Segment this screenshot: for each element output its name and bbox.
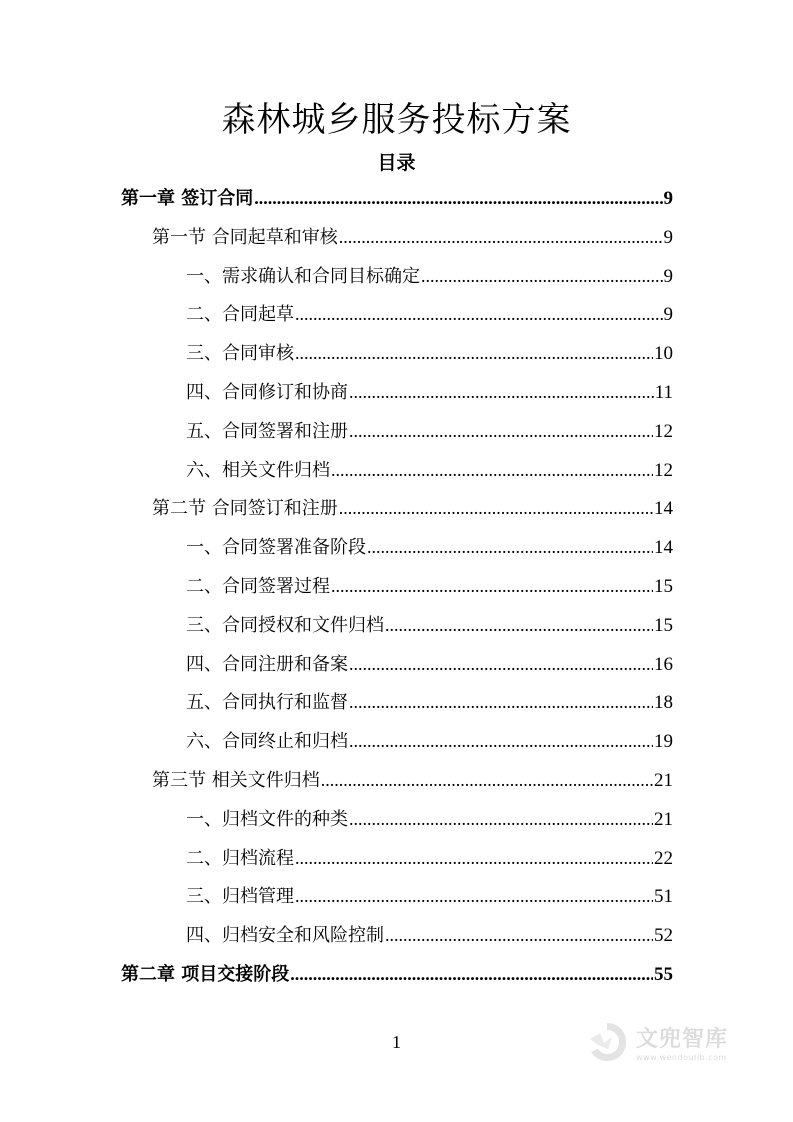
toc-entry[interactable]	[152, 494, 673, 518]
toc-entry[interactable]	[186, 921, 673, 945]
toc-entry-page: 18	[654, 692, 673, 714]
toc-entry-label: 一、需求确认和合同目标确定	[186, 265, 420, 287]
toc-entry-label: 一、合同签署准备阶段	[186, 537, 366, 559]
toc-entry-label: 六、合同终止和归档	[186, 731, 348, 753]
toc-entry-page: 15	[654, 614, 673, 636]
toc-leader-dots	[421, 266, 663, 287]
toc-leader-dots	[349, 692, 653, 713]
toc-entry-page: 15	[654, 576, 673, 597]
toc-entry[interactable]	[186, 727, 673, 751]
toc-leader-dots	[349, 809, 653, 830]
wendou-logo-icon	[584, 1019, 630, 1065]
toc-entry-label: 三、归档管理	[186, 886, 294, 908]
toc-entry-label: 二、归档流程	[186, 847, 294, 869]
toc-entry-label: 五、合同签署和注册	[186, 420, 348, 442]
toc-leader-dots	[349, 382, 654, 403]
toc-leader-dots	[295, 886, 653, 907]
toc-entry-label: 五、合同执行和监督	[186, 692, 348, 714]
toc-entry[interactable]	[186, 533, 673, 557]
toc-heading: 目录	[377, 152, 416, 174]
toc-leader-dots	[290, 964, 653, 985]
toc-entry-page: 21	[654, 808, 673, 830]
toc-entry[interactable]	[186, 805, 673, 829]
toc-entry[interactable]	[186, 417, 673, 441]
toc-entry-page: 16	[654, 653, 673, 675]
toc-entry-label: 三、合同审核	[186, 343, 294, 365]
toc-leader-dots	[295, 304, 663, 325]
toc-entry-label: 二、合同签署过程	[186, 576, 330, 597]
toc-entry[interactable]	[186, 572, 673, 596]
toc-leader-dots	[331, 576, 653, 597]
toc-entry-page: 21	[654, 770, 673, 791]
toc-entry-page: 51	[654, 886, 673, 908]
toc-entry[interactable]	[121, 960, 673, 984]
toc-entry-page: 12	[654, 459, 673, 481]
toc-entry-label: 二、合同起草	[186, 304, 294, 326]
toc-leader-dots	[349, 421, 653, 442]
toc-entry[interactable]	[186, 611, 673, 635]
toc-entry-label: 三、合同授权和文件归档	[186, 614, 384, 636]
toc-leader-dots	[385, 615, 653, 636]
toc-entry-page: 19	[654, 731, 673, 753]
toc-entry-page: 9	[663, 188, 673, 209]
toc-leader-dots	[349, 731, 653, 752]
watermark-url: www.wendoulib.com	[636, 1053, 727, 1062]
toc-entry-page: 10	[654, 343, 673, 365]
toc-leader-dots	[339, 227, 663, 248]
toc-entry-page: 14	[654, 537, 673, 559]
toc-leader-dots	[321, 770, 653, 791]
toc-entry-label: 六、相关文件归档	[186, 459, 330, 481]
toc-entry-page: 55	[654, 964, 673, 985]
toc-entry-page: 12	[654, 420, 673, 442]
toc-entry-label: 第二节 合同签订和注册	[152, 498, 338, 520]
toc-entry-label: 一、归档文件的种类	[186, 808, 348, 830]
toc-entry[interactable]	[186, 300, 673, 324]
toc-entry-page: 14	[654, 498, 673, 520]
toc-entry-label: 四、合同注册和备案	[186, 653, 348, 675]
toc-entry-page: 11	[654, 382, 673, 403]
toc-leader-dots	[339, 498, 653, 519]
toc-entry-label: 四、合同修订和协商	[186, 382, 348, 403]
toc-entry-page: 9	[663, 304, 673, 326]
toc-leader-dots	[331, 460, 653, 481]
toc-leader-dots	[295, 343, 653, 364]
toc-leader-dots	[254, 188, 662, 209]
toc-leader-dots	[367, 537, 653, 558]
watermark-name: 文兜智库	[636, 1027, 729, 1052]
toc-entry-page: 9	[663, 226, 673, 248]
toc-entry-page: 52	[654, 925, 673, 947]
toc-entry[interactable]	[186, 650, 673, 674]
toc-entry-page: 9	[663, 265, 673, 287]
toc-entry-label: 第一章 签订合同	[121, 188, 254, 209]
toc-leader-dots	[295, 848, 653, 869]
toc-entry-label: 第三节 相关文件归档	[152, 770, 320, 791]
toc-entry[interactable]	[186, 844, 673, 868]
toc-entry[interactable]	[152, 766, 673, 790]
toc-leader-dots	[385, 925, 653, 946]
toc-entry[interactable]	[121, 184, 673, 208]
toc-entry-page: 22	[654, 847, 673, 869]
toc-leader-dots	[349, 654, 653, 675]
toc-entry-label: 四、归档安全和风险控制	[186, 925, 384, 947]
toc-entry[interactable]	[152, 223, 673, 247]
toc-entry-label: 第一节 合同起草和审核	[152, 226, 338, 248]
toc-entry[interactable]	[186, 882, 673, 906]
toc-entry[interactable]	[186, 456, 673, 480]
document-title: 森林城乡服务投标方案	[221, 100, 572, 140]
toc-entry[interactable]	[186, 262, 673, 286]
toc-entry[interactable]	[186, 339, 673, 363]
toc-entry[interactable]	[186, 688, 673, 712]
toc-entry-label: 第二章 项目交接阶段	[121, 964, 290, 985]
page-number: 1	[392, 1032, 401, 1052]
watermark	[584, 1012, 764, 1072]
toc-entry[interactable]	[186, 378, 673, 402]
